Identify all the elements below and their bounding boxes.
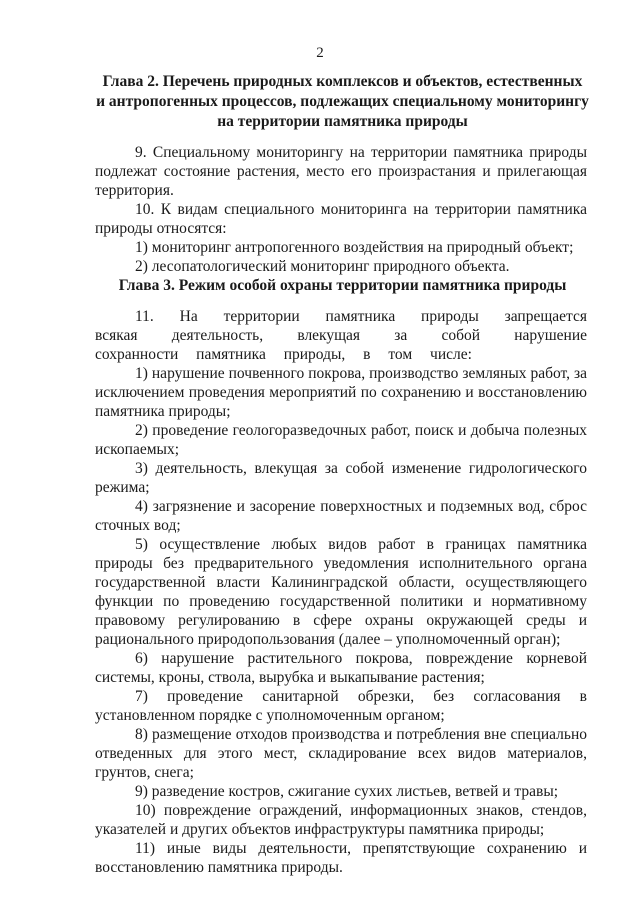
list-item: 8) размещение отходов производства и потребления вне специально отведенных для этого мест, складирование всех видов материалов, грунтов, снега; [95, 726, 587, 781]
paragraph-10: 10. К видам специального мониторинга на территории памятника природы относятся: [95, 201, 587, 237]
chapter-2-heading-line: Глава 2. Перечень природных комплексов и объектов, естественных [102, 73, 583, 90]
list-item: 2) лесопатологический мониторинг природного объекта. [135, 258, 510, 275]
list-item: 10) повреждение ограждений, информационных знаков, стендов, указателей и других объектов инфраструктуры памятника природы; [95, 802, 587, 838]
chapter-2-heading-line: и антропогенных процессов, подлежащих специальному мониторингу [96, 93, 589, 110]
paragraph-9: 9. Специальному мониторингу на территории памятника природы подлежат состояние растения, место его произрастания и прилегающая территория. [95, 144, 587, 199]
list-item: 6) нарушение растительного покрова, повреждение корневой системы, кроны, ствола, вырубка и выкапывание растения; [95, 650, 587, 686]
list-item: 11) иные виды деятельности, препятствующие сохранению и восстановлению памятника природы. [95, 840, 587, 876]
list-item: 4) загрязнение и засорение поверхностных и подземных вод, сброс сточных вод; [95, 498, 587, 534]
list-item: 1) нарушение почвенного покрова, производство земляных работ, за исключением проведения мероприятий по сохранению и восстановлению памятника природы; [95, 365, 587, 420]
chapter-2-body [95, 143, 587, 276]
list-item: 1) мониторинг антропогенного воздействия на природный объект; [135, 239, 574, 256]
chapter-3-heading [95, 276, 590, 296]
page-number: 2 [316, 45, 324, 61]
list-item: 5) осуществление любых видов работ в границах памятника природы без предварительного уведомления исполнительного органа государственной власти Калининградской области, осуществляющего функции по проведению государственной политики и нормативному правовому регулированию в сфере охраны окружающей среды и рационального природопользования (далее – уполномоченный орган); [95, 536, 587, 648]
chapter-2-heading [95, 72, 590, 132]
chapter-2-heading-line: на территории памятника природы [217, 113, 468, 130]
list-item: 3) деятельность, влекущая за собой изменение гидрологического режима; [95, 460, 587, 496]
paragraph-11: 11. На территории памятника природы запрещается всякая деятельность, влекущая за собой нарушение сохранности памятника природы, в том числе: [95, 308, 587, 363]
list-item: 7) проведение санитарной обрезки, без согласования в установленном порядке с уполномоченным органом; [95, 688, 587, 724]
chapter-3-heading-line: Глава 3. Режим особой охраны территории памятника природы [118, 277, 567, 294]
list-item: 9) разведение костров, сжигание сухих листьев, ветвей и травы; [135, 783, 559, 800]
chapter-3-body [95, 307, 587, 877]
list-item: 2) проведение геологоразведочных работ, поиск и добыча полезных ископаемых; [95, 422, 587, 458]
